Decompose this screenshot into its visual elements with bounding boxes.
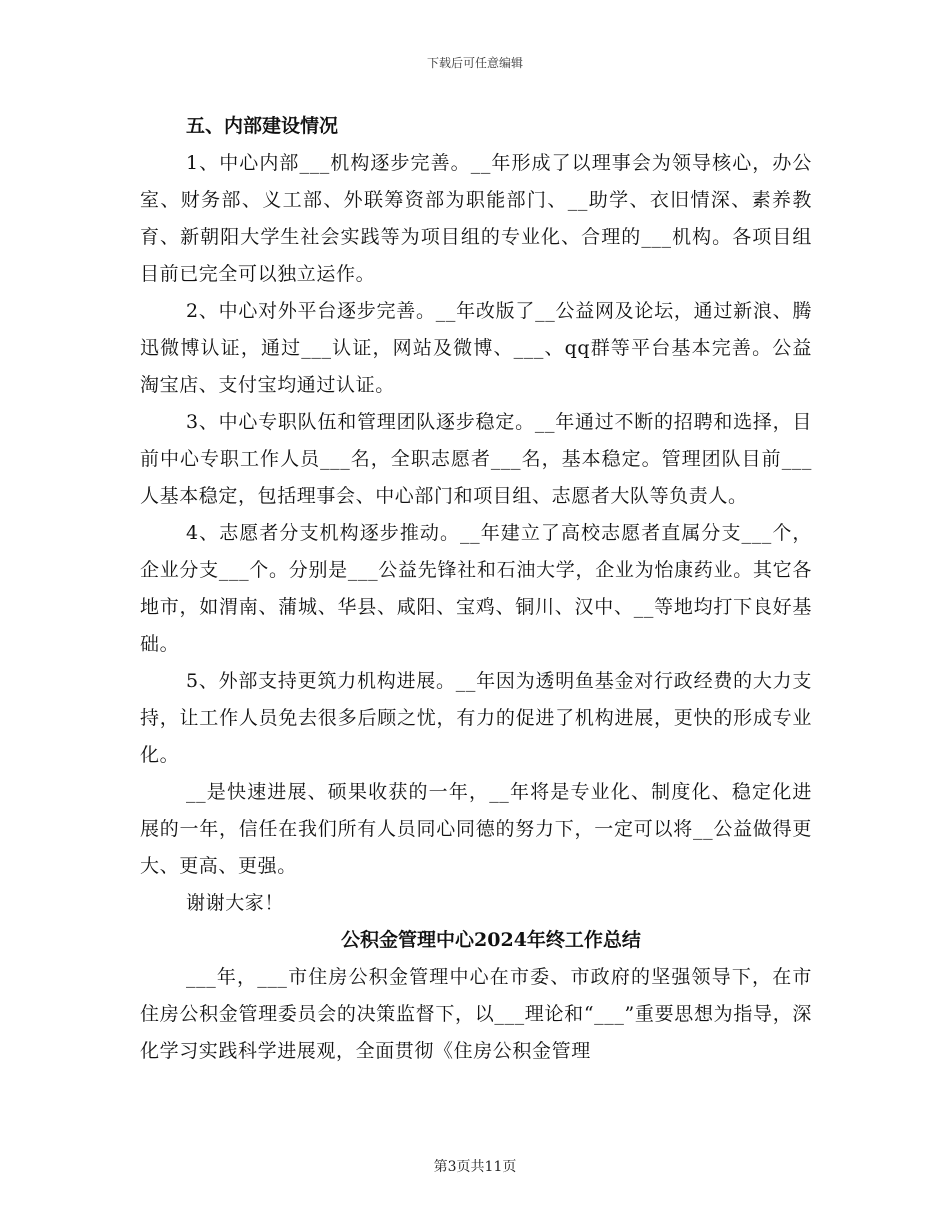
paragraph-team-stability: 3、中心专职队伍和管理团队逐步稳定。__年通过不断的招聘和选择，目前中心专职工作人员___名，全职志愿者___名，基本稳定。管理团队目前___人基本稳定，包括理事会、中心部门和项目组、志愿者大队等负责人。 bbox=[140, 411, 812, 507]
document-title: 公积金管理中心2024年终工作总结 bbox=[341, 929, 641, 951]
paragraph-volunteer-branches: 4、志愿者分支机构逐步推动。__年建立了高校志愿者直属分支___个，企业分支___个。分别是___公益先锋社和石油大学，企业为怡康药业。其它各地市，如渭南、蒲城、华县、咸阳、宝鸡、铜川、汉中、__等地均打下良好基础。 bbox=[140, 522, 812, 655]
paragraph-intro: ___年，___市住房公积金管理中心在市委、市政府的坚强领导下，在市住房公积金管理委员会的决策监督下，以___理论和“___”重要思想为指导，深化学习实践科学进展观，全面贯彻《住房公积金管理 bbox=[140, 966, 812, 1062]
paragraph-internal-structure: 1、中心内部___机构逐步完善。__年形成了以理事会为领导核心，办公室、财务部、义工部、外联筹资部为职能部门、__助学、衣旧情深、素养教育、新朝阳大学生社会实践等为项目组的专业化、合理的___机构。各项目组目前已完全可以独立运作。 bbox=[140, 152, 812, 285]
section-heading: 五、内部建设情况 bbox=[186, 115, 339, 137]
page-header: 下载后可任意编辑 bbox=[426, 56, 523, 70]
paragraph-thanks: 谢谢大家！ bbox=[186, 892, 285, 914]
page-number: 第3页共11页 bbox=[433, 1159, 517, 1175]
paragraph-external-support: 5、外部支持更筑力机构进展。__年因为透明鱼基金对行政经费的大力支持，让工作人员免去很多后顾之忧，有力的促进了机构进展，更快的形成专业化。 bbox=[140, 670, 812, 766]
document-body bbox=[140, 108, 812, 1070]
paragraph-outlook: __是快速进展、硕果收获的一年，__年将是专业化、制度化、稳定化进展的一年，信任在我们所有人员同心同德的努力下，一定可以将__公益做得更大、更高、更强。 bbox=[140, 781, 812, 877]
paragraph-external-platform: 2、中心对外平台逐步完善。__年改版了__公益网及论坛，通过新浪、腾迅微博认证，通过___认证，网站及微博、___、qq群等平台基本完善。公益淘宝店、支付宝均通过认证。 bbox=[140, 300, 812, 396]
